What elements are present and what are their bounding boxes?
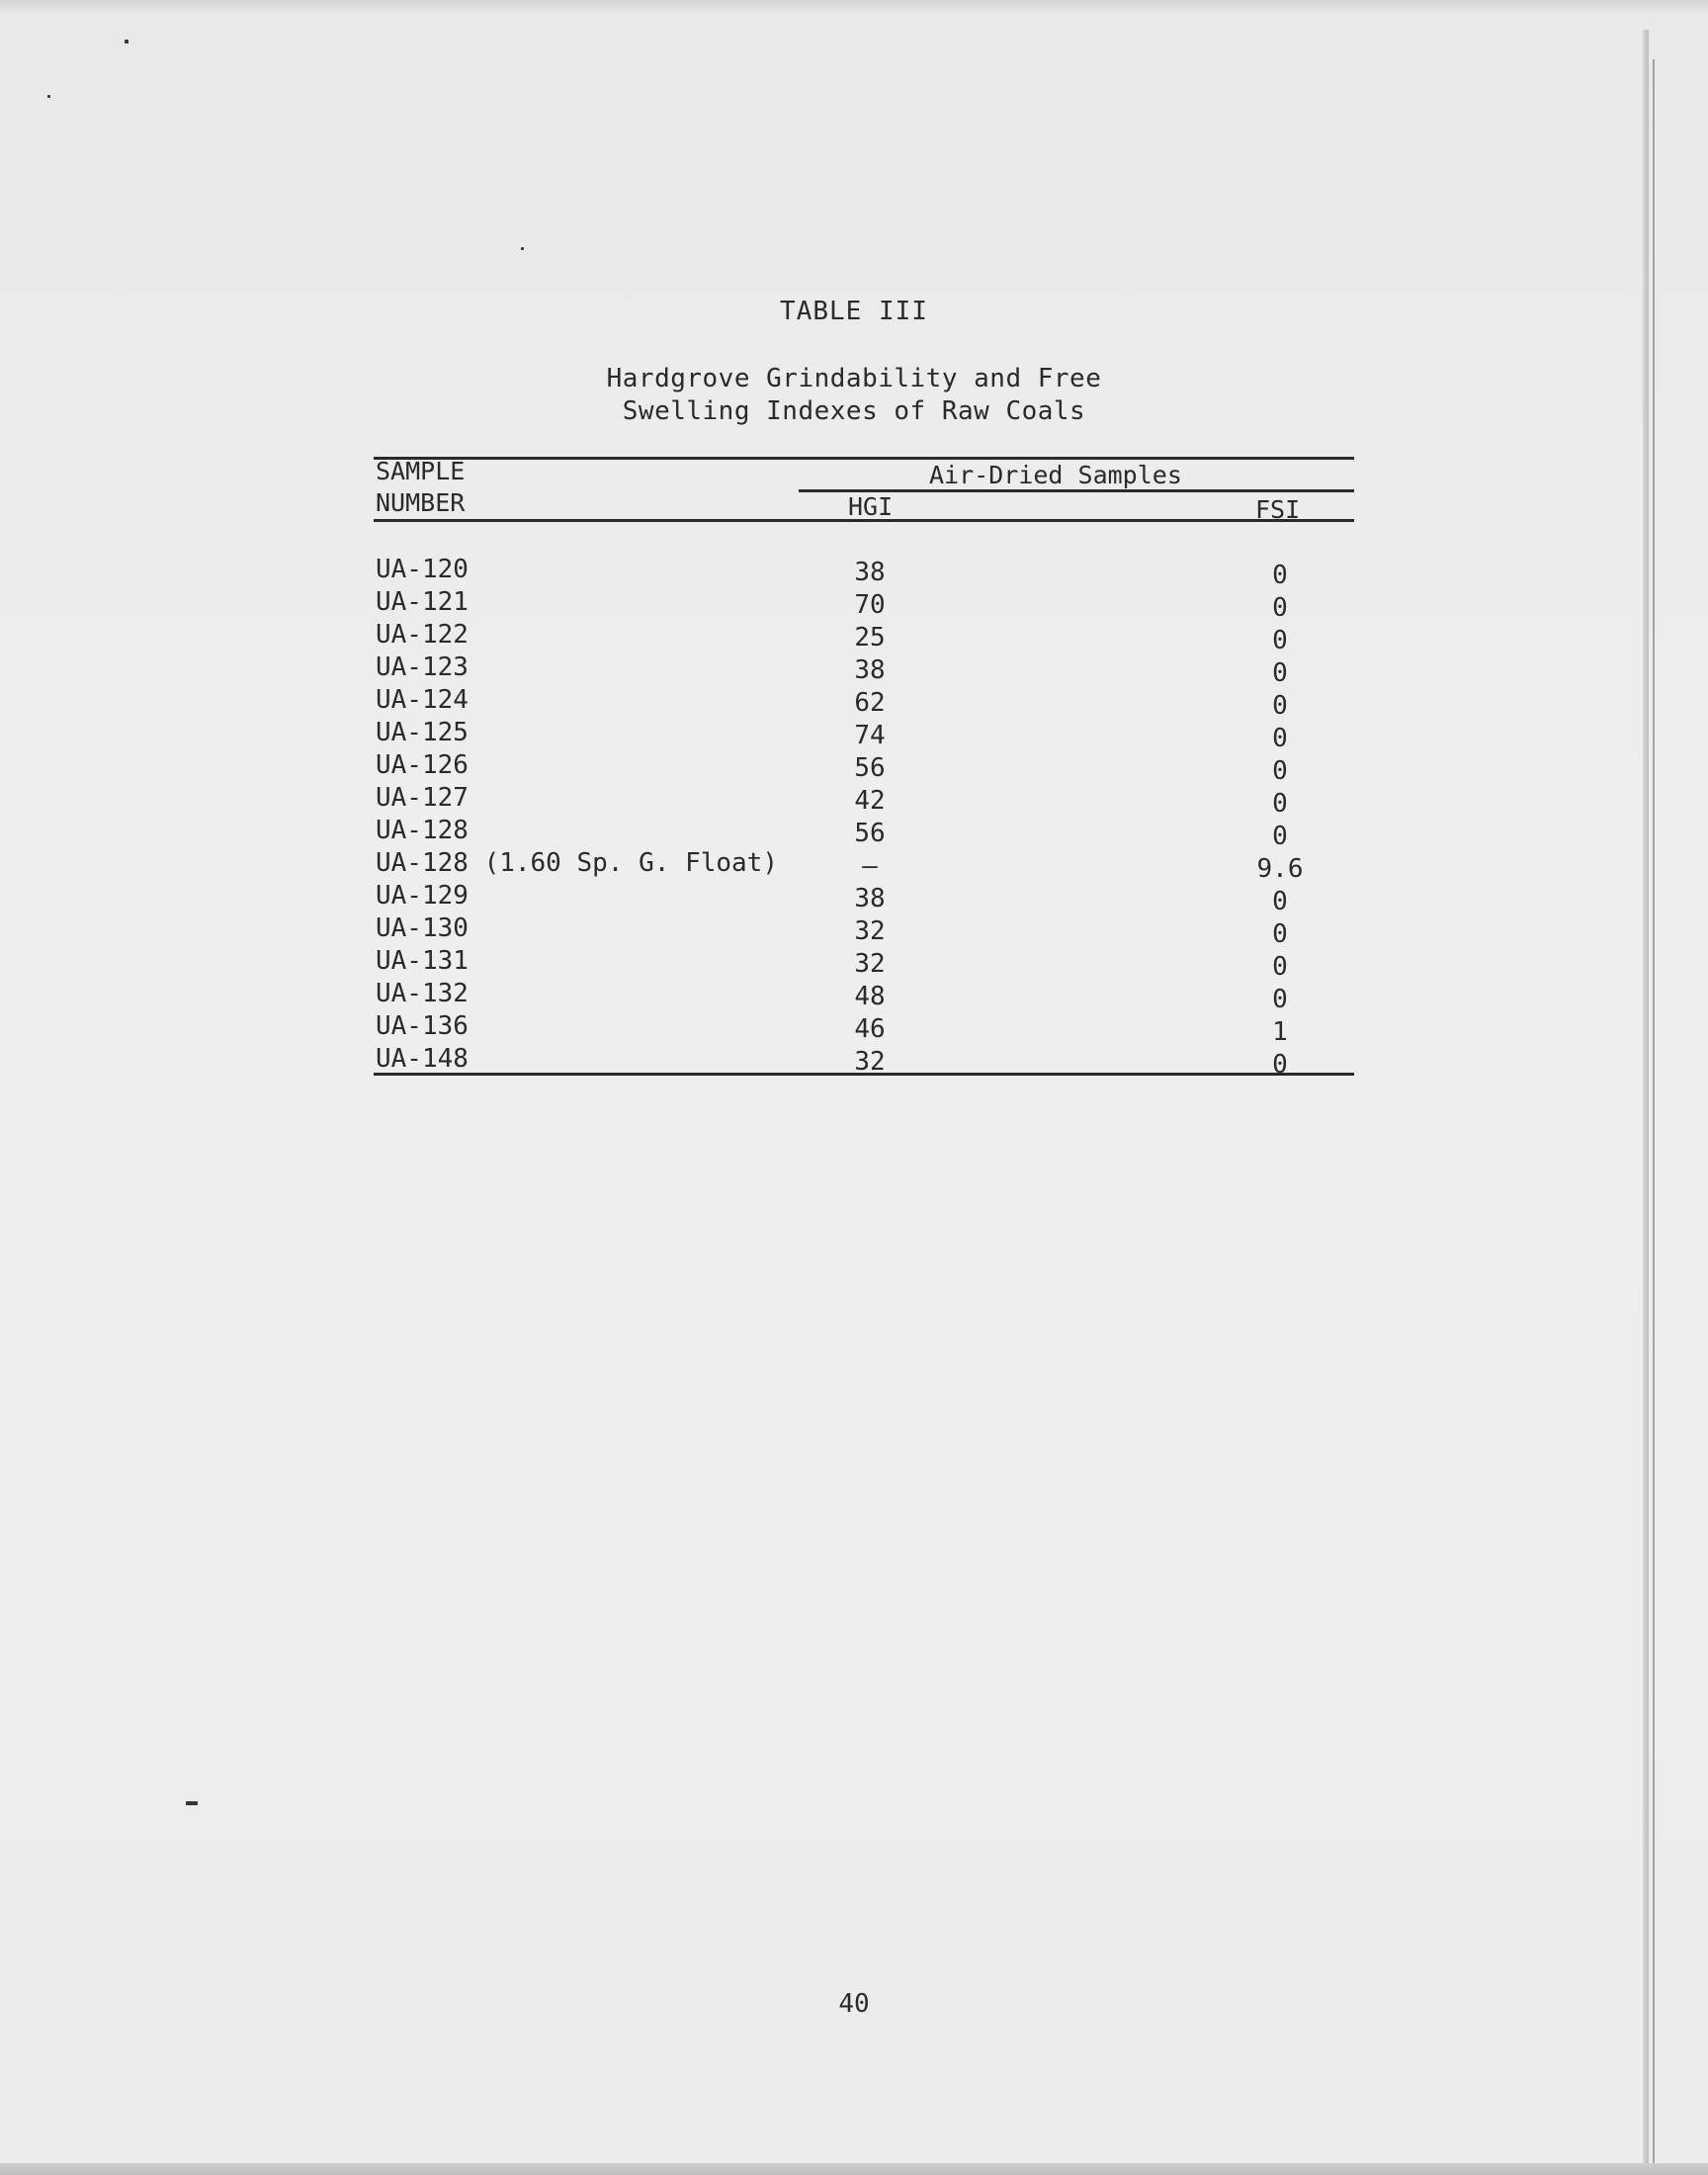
fsi-cell: 0 — [1272, 887, 1288, 916]
sample-number-cell: UA-122 — [376, 620, 469, 650]
fsi-cell: 0 — [1272, 789, 1288, 819]
fsi-cell: 0 — [1272, 724, 1288, 753]
fsi-cell: 0 — [1272, 658, 1288, 688]
fsi-cell: 0 — [1272, 756, 1288, 786]
hgi-column-header: HGI — [848, 492, 894, 521]
hgi-cell: 56 — [854, 819, 886, 848]
sample-number-cell: UA-131 — [376, 946, 469, 976]
hgi-cell: 42 — [854, 786, 886, 816]
hgi-cell: 62 — [854, 688, 886, 718]
scan-speck — [521, 247, 524, 250]
scan-bottom-edge — [0, 2163, 1708, 2175]
fsi-cell: 9.6 — [1256, 854, 1304, 884]
sample-number-cell: UA-148 — [376, 1044, 469, 1074]
table-title: TABLE III — [780, 297, 928, 326]
fsi-cell: 1 — [1272, 1017, 1288, 1047]
hgi-cell: 46 — [854, 1014, 886, 1044]
fsi-cell: 0 — [1272, 985, 1288, 1014]
sample-number-cell: UA-127 — [376, 783, 469, 813]
scan-speck — [47, 95, 50, 98]
sample-number-cell: UA-128 (1.60 Sp. G. Float) — [376, 848, 778, 878]
sample-number-cell: UA-121 — [376, 587, 469, 617]
hgi-cell: 25 — [854, 623, 886, 652]
hgi-cell: 38 — [854, 558, 886, 587]
hgi-cell: 32 — [854, 949, 886, 979]
hgi-cell: 74 — [854, 721, 886, 750]
sample-number-cell: UA-126 — [376, 750, 469, 780]
fsi-column-header: FSI — [1255, 495, 1301, 524]
hgi-cell: — — [862, 851, 878, 881]
fsi-cell: 0 — [1272, 561, 1288, 590]
scan-speck — [186, 1801, 198, 1805]
sample-number-cell: UA-123 — [376, 652, 469, 682]
fsi-cell: 0 — [1272, 952, 1288, 982]
table-caption-line2: Swelling Indexes of Raw Coals — [622, 396, 1086, 426]
scan-speck — [125, 40, 128, 44]
sample-number-cell: UA-132 — [376, 979, 469, 1008]
sample-number-cell: UA-128 — [376, 816, 469, 845]
sample-number-cell: UA-129 — [376, 881, 469, 911]
sample-number-cell: UA-136 — [376, 1011, 469, 1041]
fsi-cell: 0 — [1272, 1050, 1288, 1080]
fsi-cell: 0 — [1272, 593, 1288, 623]
sample-number-cell: UA-124 — [376, 685, 469, 715]
fsi-cell: 0 — [1272, 626, 1288, 655]
table-top-rule — [374, 457, 1354, 460]
fsi-cell: 0 — [1272, 919, 1288, 949]
table-caption-line1: Hardgrove Grindability and Free — [606, 364, 1102, 393]
sample-number-cell: UA-120 — [376, 555, 469, 584]
hgi-cell: 38 — [854, 655, 886, 685]
hgi-cell: 38 — [854, 884, 886, 914]
hgi-cell: 32 — [854, 1047, 886, 1077]
air-dried-group-header: Air-Dried Samples — [929, 461, 1182, 489]
scan-top-edge — [0, 0, 1708, 14]
sample-header-line1: SAMPLE — [376, 457, 466, 485]
fsi-cell: 0 — [1272, 691, 1288, 721]
hgi-cell: 32 — [854, 916, 886, 946]
scan-right-edge — [1643, 30, 1649, 2165]
hgi-cell: 48 — [854, 982, 886, 1011]
fsi-cell: 0 — [1272, 822, 1288, 851]
sample-number-cell: UA-130 — [376, 914, 469, 943]
sample-header-line2: NUMBER — [376, 488, 466, 517]
page-number: 40 — [838, 1989, 870, 2019]
hgi-cell: 70 — [854, 590, 886, 620]
hgi-cell: 56 — [854, 753, 886, 783]
sample-number-cell: UA-125 — [376, 718, 469, 747]
